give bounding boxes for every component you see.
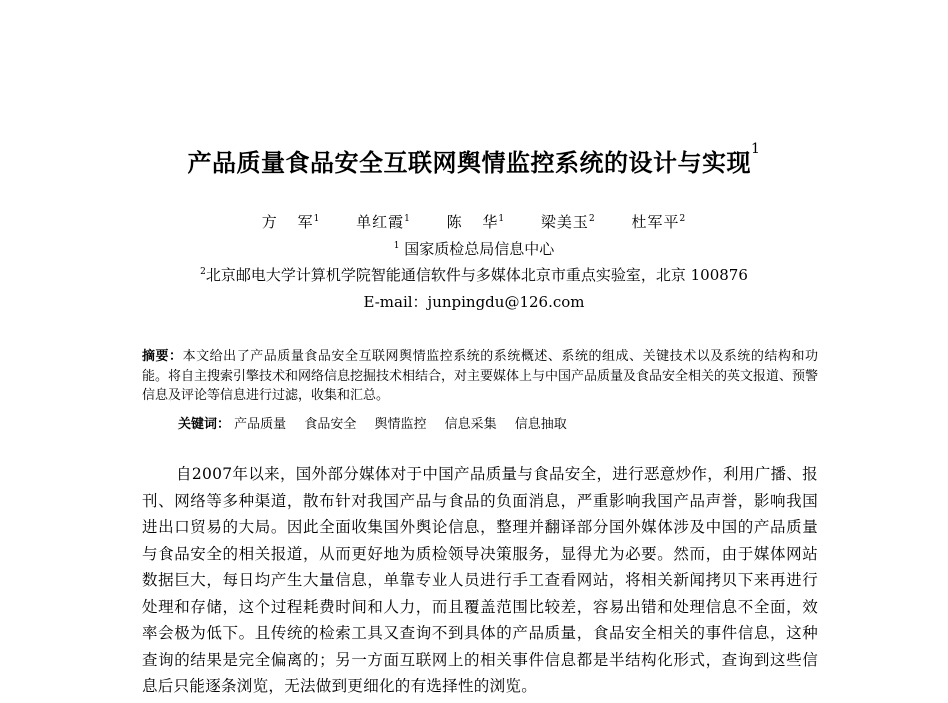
author: 陈 华$^1$ — [446, 213, 506, 231]
affiliation-2: $^2$北京邮电大学计算机学院智能通信软件与多媒体北京市重点实验室，北京 100876 — [200, 266, 748, 284]
body-paragraph: 自2007年以来，国外部分媒体对于中国产品质量与食品安全，进行恶意炒作，利用广播、报刊、网络等多种渠道，散布针对我国产品与食品的负面消息，严重影响我国产品声誉，影响我国进出口贸易的大局。因此全面收集国外舆论信息，整理并翻译部分国外媒体涉及中国的产品质量与食品安全的相关报道，从而更好地为质检领导决策服务，显得尤为必要。然而，由于媒体网站数据巨大，每日均产生大量信息，单靠专业人员进行手工查看网站，将相关新闻拷贝下来再进行处理和存储，这个过程耗费时间和人力，而且覆盖范围比较差，容易出错和处理信息不全面，效率会极为低下。且传统的检索工具又查询不到具体的产品质量，食品安全相关的事件信息，这种查询的结果是完全偏离的；另一方面互联网上的相关事件信息都是半结构化形式，查询到这些信息后只能逐条浏览，无法做到更细化的有选择性的浏览。 — [142, 465, 818, 695]
keywords — [178, 415, 818, 434]
title-footnote-marker: 1 — [751, 141, 761, 157]
author-list — [0, 211, 948, 232]
keyword: 食品安全 — [304, 417, 357, 432]
title-text: 产品质量食品安全互联网舆情监控系统的设计与实现 — [187, 148, 752, 177]
keywords-label: 关键词： — [178, 417, 231, 432]
abstract-label: 摘要： — [142, 349, 183, 364]
abstract — [142, 347, 818, 406]
paper-title — [0, 143, 948, 178]
author: 杜军平$^2$ — [631, 213, 687, 231]
author: 梁美玉$^2$ — [540, 213, 596, 231]
abstract-text: 本文给出了产品质量食品安全互联网舆情监控系统的系统概述、系统的组成、关键技术以及系统的结构和功能。将自主搜索引擎技术和网络信息挖掘技术相结合，对主要媒体上与中国产品质量及食品安全相关的英文报道、预警信息及评论等信息进行过滤，收集和汇总。 — [142, 349, 819, 403]
contact-email: E-mail：junpingdu@126.com — [363, 293, 585, 311]
keyword: 舆情监控 — [374, 417, 427, 432]
keyword: 信息抽取 — [514, 417, 567, 432]
affiliation-1: $^1$ 国家质检总局信息中心 — [393, 240, 555, 258]
author: 单红霞$^1$ — [356, 213, 411, 231]
author: 方 军$^1$ — [261, 213, 321, 231]
keyword: 产品质量 — [234, 417, 287, 432]
keyword: 信息采集 — [444, 417, 497, 432]
